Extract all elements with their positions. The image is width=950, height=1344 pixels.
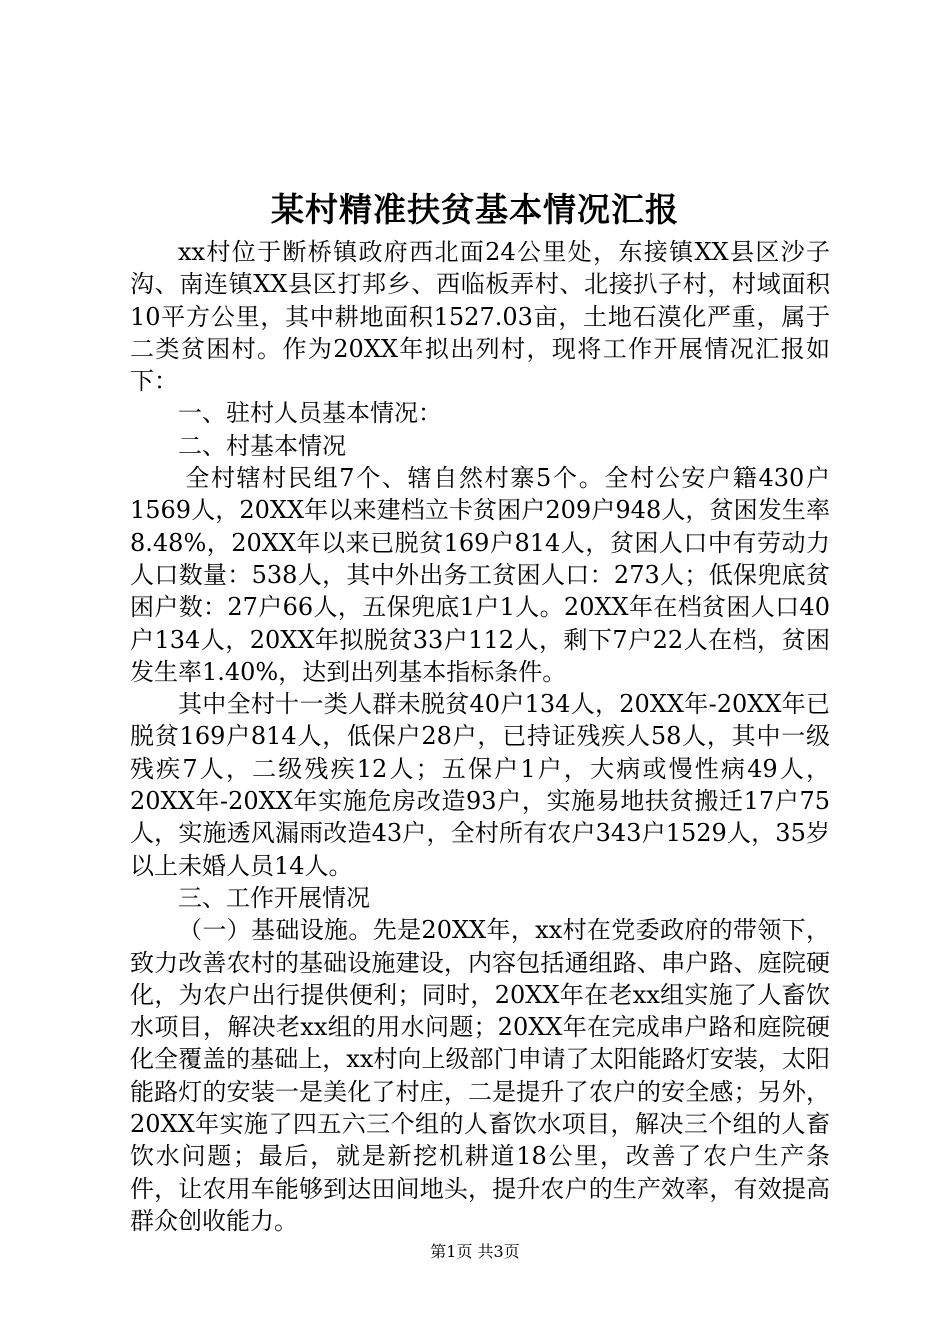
section-heading-village: 二、村基本情况 [178,431,346,460]
paragraph-infrastructure: （一）基础设施。先是20XX年，xx村在党委政府的带领下，致力改善农村的基础设施建设，内容包括通组路、串户路、庭院硬化，为农户出行提供便利；同时，20XX年在老xx组实施了人畜饮水项目，解决老xx组的用水问题；20XX年在完成串户路和庭院硬化全覆盖的基础上，xx村向上级部门申请了太阳能路灯安装，太阳能路灯的安装一是美化了村庄，二是提升了农户的安全感；另外，20XX年实施了四五六三个组的人畜饮水项目，解决三个组的人畜饮水问题；最后，就是新挖机耕道18公里，改善了农户生产条件，让农用车能够到达田间地头，提升农户的生产效率，有效提高群众创收能力。 [130,916,830,1235]
paragraph-village-stats: 全村辖村民组7个、辖自然村寨5个。全村公安户籍430户1569人，20XX年以来建档立卡贫困户209户948人，贫困发生率8.48%，20XX年以来已脱贫169户814人，贫困人口中有劳动力人口数量：538人，其中外出务工贫困人口：273人；低保兜底贫困户数：27户66人，五保兜底1户1人。20XX年在档贫困人口40户134人，20XX年拟脱贫33户112人，剩下7户22人在档，贫困发生率1.40%，达到出列基本指标条件。 [130,464,830,686]
section-heading-work: 三、工作开展情况 [178,883,370,912]
paragraph-intro: xx村位于断桥镇政府西北面24公里处，东接镇XX县区沙子沟、南连镇XX县区打邦乡、西临板弄村、北接扒子村，村域面积10平方公里，其中耕地面积1527.03亩，土地石漠化严重，属于二类贫困村。作为20XX年拟出列村，现将工作开展情况汇报如下： [130,238,830,396]
page-footer: 第1页 共3页 [430,1242,520,1261]
document-title: 某村精准扶贫基本情况汇报 [271,190,679,229]
section-heading-staff: 一、驻村人员基本情况： [178,399,442,428]
paragraph-population-groups: 其中全村十一类人群未脱贫40户134人，20XX年-20XX年已脱贫169户814人，低保户28户，已持证残疾人58人，其中一级残疾7人，二级残疾12人；五保户1户，大病或慢性病49人，20XX年-20XX年实施危房改造93户，实施易地扶贫搬迁17户75人，实施透风漏雨改造43户，全村所有农户343户1529人，35岁以上未婚人员14人。 [130,690,830,880]
document-body [130,236,830,1237]
